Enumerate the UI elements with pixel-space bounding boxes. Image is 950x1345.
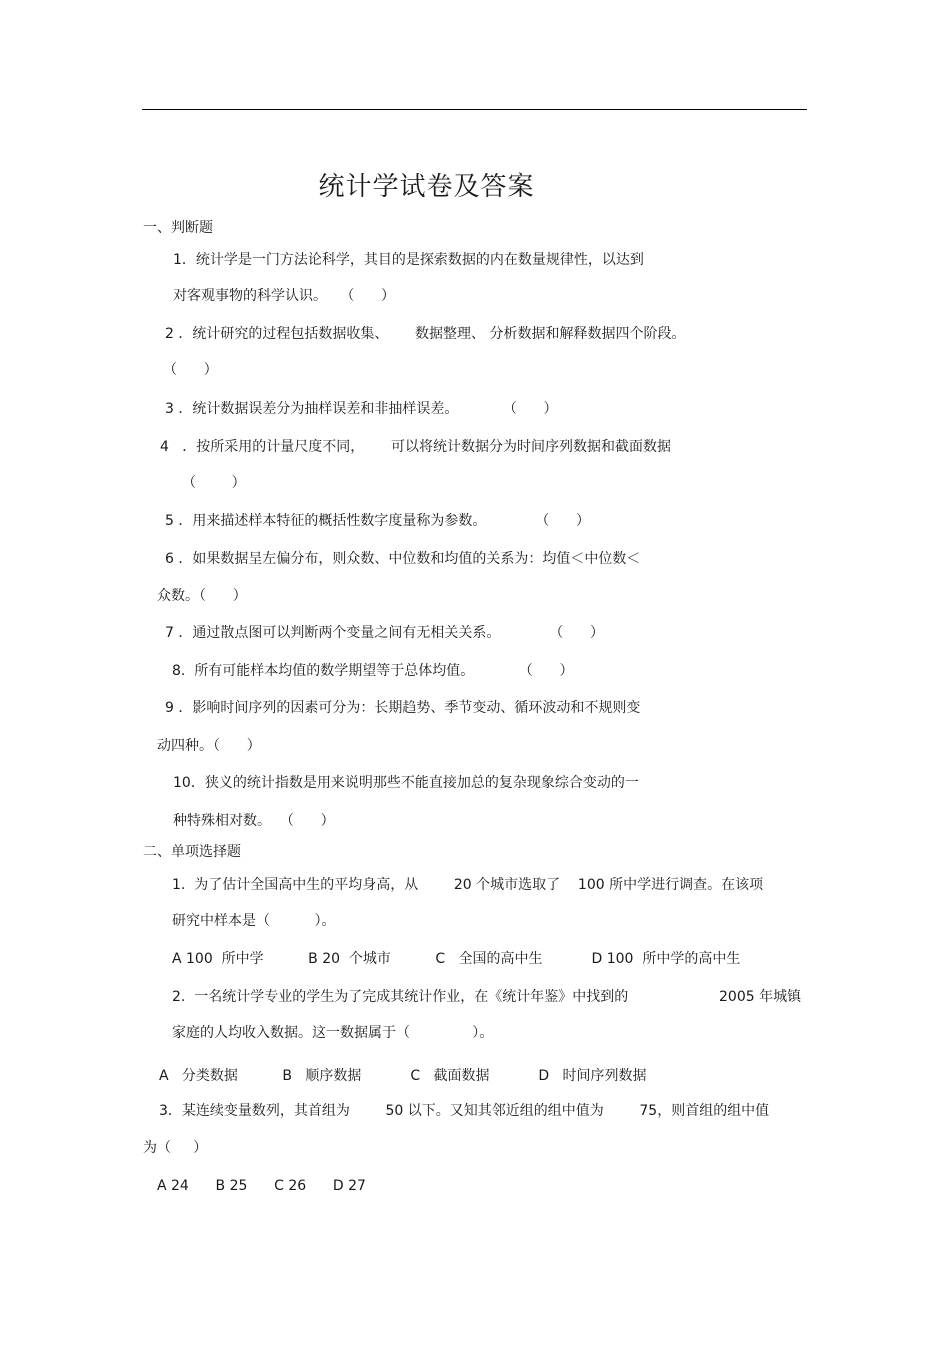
mc-question-2-line-1-tail: 2005 年城镇 [719, 989, 802, 1005]
section-heading-true-false: 一、判断题 [143, 220, 213, 236]
header-rule [142, 109, 807, 110]
tf-question-10-line-1: 10．狭义的统计指数是用来说明那些不能直接加总的复杂现象综合变动的一 [173, 775, 639, 791]
tf-question-1-line-1: 1．统计学是一门方法论科学，其目的是探索数据的内在数量规律性，以达到 [173, 252, 644, 268]
tf-question-4-line-1: 4 ．按所采用的计量尺度不同， 可以将统计数据分为时间序列数据和截面数据 [160, 439, 671, 455]
tf-question-6-line-1: 6 ．如果数据呈左偏分布，则众数、中位数和均值的关系为：均值＜中位数＜ [165, 551, 641, 567]
mc-question-1-line-2: 研究中样本是（ ）。 [172, 913, 336, 929]
page-title: 统计学试卷及答案 [318, 172, 535, 203]
tf-question-9-line-2: 动四种。（ ） [157, 738, 261, 754]
mc-question-1-options: A 100 所中学 B 20 个城市 C 全国的高中生 D 100 所中学的高中生 [172, 951, 741, 967]
mc-question-3-line-2: 为（ ） [143, 1140, 208, 1156]
tf-question-1-line-2: 对客观事物的科学认识。 （ ） [173, 288, 396, 304]
tf-question-2-line-2: （ ） [163, 362, 218, 378]
tf-question-9-line-1: 9 ．影响时间序列的因素可分为：长期趋势、季节变动、循环波动和不规则变 [165, 700, 641, 716]
tf-question-7: 7 ．通过散点图可以判断两个变量之间有无相关关系。 （ ） [165, 625, 605, 641]
tf-question-5: 5 ．用来描述样本特征的概括性数字度量称为参数。 （ ） [165, 513, 591, 529]
tf-question-2-line-1: 2 ．统计研究的过程包括数据收集、 数据整理、 分析数据和解释数据四个阶段。 [165, 326, 686, 342]
tf-question-3: 3 ．统计数据误差分为抽样误差和非抽样误差。 （ ） [165, 401, 558, 417]
tf-question-10-line-2: 种特殊相对数。 （ ） [173, 813, 335, 829]
mc-question-2-line-2: 家庭的人均收入数据。这一数据属于（ ）。 [172, 1025, 494, 1041]
tf-question-4-line-2: （ ） [182, 475, 246, 491]
mc-question-3-options: A 24 B 25 C 26 D 27 [157, 1178, 366, 1194]
mc-question-2-options: A 分类数据 B 顺序数据 C 截面数据 D 时间序列数据 [159, 1068, 647, 1084]
tf-question-8: 8. 所有可能样本均值的数学期望等于总体均值。 （ ） [172, 663, 574, 679]
mc-question-3-line-1: 3．某连续变量数列，其首组为 50 以下。又知其邻近组的组中值为 75，则首组的组中值 [159, 1103, 770, 1119]
section-heading-single-choice: 二、单项选择题 [143, 844, 241, 860]
mc-question-1-line-1: 1. 为了估计全国高中生的平均身高，从 20 个城市选取了 100 所中学进行调查。在该项 [172, 877, 764, 893]
mc-question-2-line-1: 2. 一名统计学专业的学生为了完成其统计作业，在《统计年鉴》中找到的 [172, 989, 629, 1005]
tf-question-6-line-2: 众数。（ ） [157, 588, 247, 604]
